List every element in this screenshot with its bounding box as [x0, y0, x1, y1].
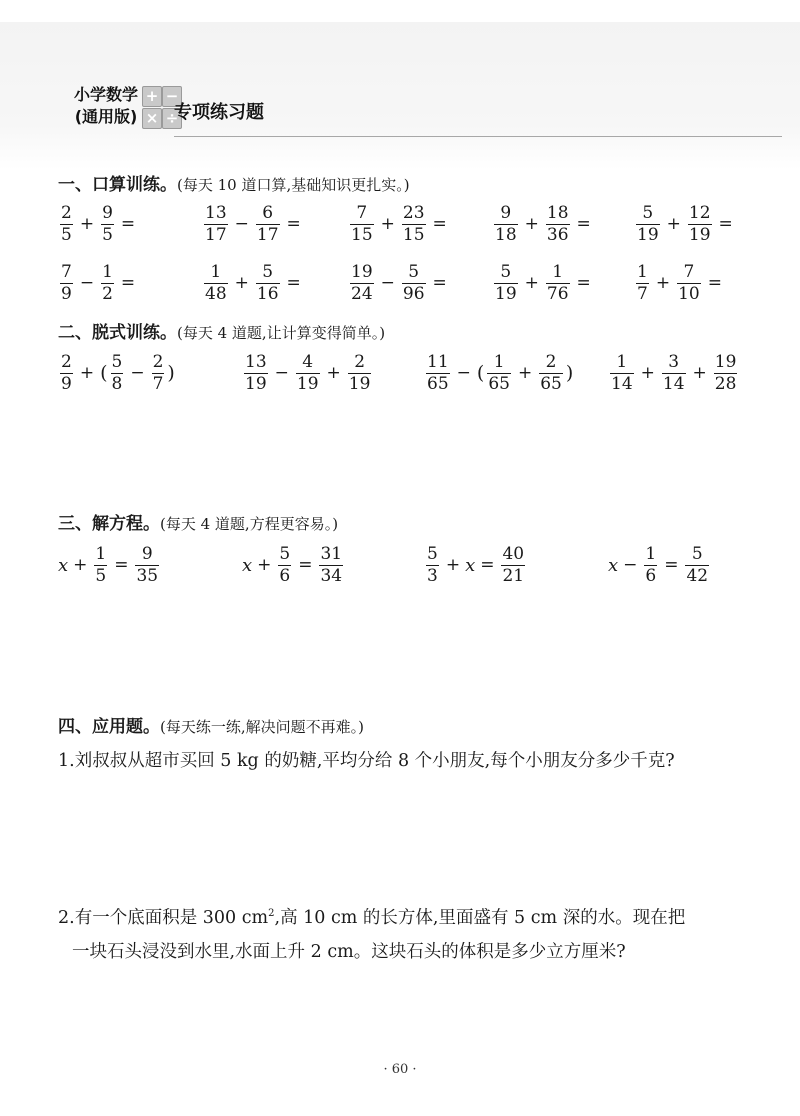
section-3-note: (每天 4 道题,方程更容易。): [160, 515, 339, 533]
stepwise-expression: [58, 345, 176, 401]
fraction-numerator: 9: [500, 202, 512, 223]
fraction-denominator: 6: [279, 565, 291, 586]
section-1-note: (每天 10 道口算,基础知识更扎实。): [177, 176, 410, 194]
fraction-numerator: 12: [688, 202, 711, 223]
fraction-denominator: 17: [205, 224, 227, 245]
fraction-numerator: 5: [262, 261, 274, 282]
fraction: [636, 203, 660, 246]
operator: +: [655, 273, 671, 293]
equation-expression: [424, 537, 527, 593]
fraction-denominator: 17: [256, 224, 279, 245]
variable-x: x: [608, 554, 619, 576]
equals-sign: =: [286, 214, 301, 234]
equation-row: [58, 537, 758, 593]
fraction-denominator: 15: [351, 224, 373, 245]
oral-row-1: [58, 196, 758, 252]
operator: −: [623, 555, 638, 575]
equals-sign: =: [576, 214, 591, 234]
fraction-numerator: 2: [61, 202, 72, 223]
header-rule: [174, 136, 782, 137]
variable-x: x: [465, 554, 476, 576]
fraction: [539, 352, 563, 395]
right-paren: ): [167, 362, 175, 384]
section-4-heading: [58, 712, 364, 737]
fraction-denominator: 48: [205, 283, 227, 304]
right-paren: ): [565, 362, 574, 384]
fraction: [685, 544, 709, 587]
fraction-numerator: 13: [205, 202, 227, 223]
operator: −: [380, 273, 395, 293]
word-problem-2-line2: 一块石头浸没到水里,水面上升 2 cm。这块石头的体积是多少立方厘米?: [72, 941, 626, 962]
fraction-numerator: 18: [546, 202, 569, 223]
fraction-denominator: 65: [488, 373, 510, 394]
fraction-numerator: 13: [245, 351, 267, 372]
operator: +: [524, 214, 539, 234]
equals-sign: =: [114, 555, 129, 575]
operator: +: [79, 214, 95, 234]
fraction-numerator: 5: [408, 261, 420, 282]
fraction-numerator: 9: [102, 202, 113, 223]
fraction: [101, 203, 114, 246]
operator: +: [445, 555, 461, 575]
fraction: [319, 544, 343, 587]
fraction-denominator: 19: [495, 283, 517, 304]
fraction-numerator: 2: [152, 351, 164, 372]
fraction-numerator: 2: [545, 351, 557, 372]
fraction-denominator: 7: [152, 373, 164, 394]
fraction-denominator: 19: [348, 373, 371, 394]
fraction-denominator: 14: [611, 373, 633, 394]
fraction-denominator: 10: [678, 283, 700, 304]
operator: −: [456, 363, 471, 383]
word-problem-1-text: 1.刘叔叔从超市买回 5 kg 的奶糖,平均分给 8 个小朋友,每个小朋友分多少千克?: [58, 751, 675, 771]
fraction: [60, 203, 73, 246]
oral-expression: [348, 196, 452, 252]
fraction-denominator: 9: [61, 373, 72, 394]
equals-sign: =: [664, 555, 679, 575]
fraction-denominator: 14: [662, 373, 685, 394]
fraction-denominator: 9: [61, 283, 72, 304]
oral-expression: [634, 255, 727, 311]
fraction-numerator: 19: [351, 261, 373, 282]
fraction: [350, 262, 374, 305]
fraction-denominator: 19: [296, 373, 319, 394]
operator: +: [517, 363, 533, 383]
fraction: [546, 203, 570, 246]
equation-expression: [608, 537, 711, 593]
section-2-note: (每天 4 道题,让计算变得简单。): [177, 324, 386, 342]
equals-sign: =: [576, 273, 591, 293]
fraction-denominator: 2: [102, 283, 113, 304]
operator: +: [79, 363, 95, 383]
oral-expression: [492, 196, 596, 252]
fraction-numerator: 11: [427, 351, 449, 372]
fraction-numerator: 5: [691, 543, 703, 564]
equation-expression: [242, 537, 345, 593]
equals-sign: =: [286, 273, 301, 293]
fraction: [494, 203, 518, 246]
fraction: [677, 262, 701, 305]
equals-sign: =: [298, 555, 313, 575]
fraction: [152, 352, 165, 395]
fraction-numerator: 23: [402, 202, 425, 223]
fraction: [487, 352, 511, 395]
fraction: [244, 352, 268, 395]
operator: +: [666, 214, 681, 234]
fraction: [135, 544, 159, 587]
fraction-numerator: 2: [354, 351, 366, 372]
multiply-icon: ×: [142, 108, 162, 129]
stepwise-expression: [242, 345, 373, 401]
fraction-numerator: 1: [645, 543, 657, 564]
fraction-denominator: 7: [637, 283, 648, 304]
fraction-denominator: 65: [540, 373, 562, 394]
equals-sign: =: [120, 273, 136, 293]
fraction-numerator: 1: [210, 261, 222, 282]
minus-icon: −: [162, 86, 182, 107]
fraction-numerator: 1: [637, 261, 648, 282]
section-1-title: 一、口算训练。: [58, 175, 177, 195]
section-3-title: 三、解方程。: [58, 514, 160, 534]
fraction-denominator: 15: [402, 224, 425, 245]
fraction-denominator: 34: [320, 565, 343, 586]
fraction: [610, 352, 634, 395]
fraction: [426, 352, 450, 395]
oral-expression: [202, 255, 306, 311]
variable-x: x: [242, 554, 253, 576]
fraction-numerator: 19: [714, 351, 737, 372]
operator: +: [380, 214, 395, 234]
word-problem-2-text-b: ,高 10 cm 的长方体,里面盛有 5 cm 深的水。现在把: [274, 907, 686, 928]
fraction-numerator: 5: [279, 543, 291, 564]
left-paren: (: [476, 362, 485, 384]
fraction-numerator: 3: [668, 351, 680, 372]
fraction-denominator: 8: [111, 373, 123, 394]
oral-expression: [58, 196, 140, 252]
stepwise-row: [58, 345, 758, 401]
oral-expression: [634, 196, 738, 252]
fraction: [426, 544, 439, 587]
fraction-numerator: 6: [262, 202, 274, 223]
fraction-denominator: 19: [637, 224, 659, 245]
fraction-numerator: 1: [616, 351, 628, 372]
operator: +: [257, 555, 272, 575]
fraction: [256, 203, 280, 246]
page-number: · 60 ·: [383, 1062, 417, 1077]
fraction: [662, 352, 686, 395]
operator: −: [274, 363, 289, 383]
fraction-denominator: 65: [427, 373, 449, 394]
fraction-denominator: 16: [256, 283, 279, 304]
fraction-numerator: 1: [102, 261, 113, 282]
fraction-numerator: 31: [320, 543, 343, 564]
fraction: [296, 352, 320, 395]
fraction: [111, 352, 124, 395]
brand-line1: 小学数学: [74, 85, 139, 104]
fraction-numerator: 7: [61, 261, 72, 282]
fraction: [94, 544, 107, 587]
brand-header: [66, 84, 726, 144]
fraction: [101, 262, 114, 305]
operator: −: [79, 273, 95, 293]
operator: +: [326, 363, 341, 383]
fraction: [714, 352, 738, 395]
fraction-denominator: 76: [546, 283, 569, 304]
fraction-numerator: 5: [427, 543, 438, 564]
fraction-numerator: 7: [683, 261, 695, 282]
fraction-denominator: 96: [402, 283, 425, 304]
fraction-denominator: 42: [686, 565, 709, 586]
stepwise-expression: [424, 345, 574, 401]
operator: +: [692, 363, 707, 383]
brand-line2: (通用版): [74, 107, 138, 126]
fraction-denominator: 35: [136, 565, 159, 586]
operator: −: [130, 363, 145, 383]
fraction: [278, 544, 291, 587]
equals-sign: =: [432, 214, 447, 234]
fraction: [60, 262, 73, 305]
operator: +: [524, 273, 539, 293]
fraction: [204, 203, 228, 246]
fraction-numerator: 5: [111, 351, 123, 372]
fraction: [494, 262, 518, 305]
fraction: [204, 262, 228, 305]
fraction: [350, 203, 374, 246]
fraction-denominator: 6: [645, 565, 657, 586]
equals-sign: =: [718, 214, 733, 234]
fraction-denominator: 21: [502, 565, 525, 586]
page-title: 专项练习题: [174, 102, 264, 123]
variable-x: x: [58, 554, 69, 576]
fraction-numerator: 5: [642, 202, 654, 223]
equals-sign: =: [707, 273, 722, 293]
oral-row-2: [58, 255, 758, 311]
operator: −: [234, 214, 249, 234]
fraction-denominator: 36: [546, 224, 569, 245]
fraction: [348, 352, 372, 395]
fraction: [60, 352, 73, 395]
fraction-numerator: 1: [552, 261, 564, 282]
fraction: [644, 544, 657, 587]
fraction-numerator: 7: [356, 202, 368, 223]
section-4-note: (每天练一练,解决问题不再难。): [160, 718, 364, 736]
word-problem-1: [58, 744, 788, 778]
fraction-denominator: 19: [245, 373, 267, 394]
section-4-title: 四、应用题。: [58, 717, 160, 737]
section-1-heading: [58, 170, 410, 195]
fraction-denominator: 28: [714, 373, 737, 394]
fraction: [402, 262, 426, 305]
fraction-numerator: 40: [502, 543, 525, 564]
plus-icon: +: [142, 86, 162, 107]
fraction-denominator: 5: [95, 565, 107, 586]
fraction-denominator: 18: [495, 224, 517, 245]
superscript-2: 2: [268, 908, 275, 919]
fraction: [402, 203, 426, 246]
equation-expression: [58, 537, 161, 593]
fraction-numerator: 1: [95, 543, 107, 564]
oral-expression: [58, 255, 140, 311]
operator: +: [640, 363, 655, 383]
fraction-numerator: 2: [61, 351, 72, 372]
equals-sign: =: [480, 555, 495, 575]
fraction: [501, 544, 525, 587]
oral-expression: [492, 255, 596, 311]
stepwise-expression: [608, 345, 739, 401]
left-paren: (: [100, 362, 108, 384]
fraction-numerator: 1: [493, 351, 505, 372]
fraction-denominator: 5: [102, 224, 113, 245]
fraction: [546, 262, 570, 305]
fraction-denominator: 5: [61, 224, 72, 245]
fraction-denominator: 3: [427, 565, 438, 586]
fraction: [256, 262, 280, 305]
fraction-numerator: 9: [141, 543, 153, 564]
equals-sign: =: [432, 273, 447, 293]
section-2-title: 二、脱式训练。: [58, 323, 177, 343]
oral-expression: [348, 255, 452, 311]
fraction-numerator: 4: [302, 351, 314, 372]
section-2-heading: [58, 318, 385, 343]
operator: +: [234, 273, 249, 293]
operator: +: [73, 555, 88, 575]
fraction-denominator: 19: [688, 224, 711, 245]
brand-text: [74, 84, 138, 128]
oral-expression: [202, 196, 306, 252]
fraction: [688, 203, 712, 246]
word-problem-2-text-a: 2.有一个底面积是 300 cm: [58, 907, 269, 928]
fraction-denominator: 24: [351, 283, 373, 304]
equals-sign: =: [120, 214, 136, 234]
section-3-heading: [58, 509, 338, 534]
fraction: [636, 262, 649, 305]
word-problem-2: [58, 897, 788, 969]
fraction-numerator: 5: [500, 261, 512, 282]
divide-icon: ÷: [162, 108, 182, 129]
